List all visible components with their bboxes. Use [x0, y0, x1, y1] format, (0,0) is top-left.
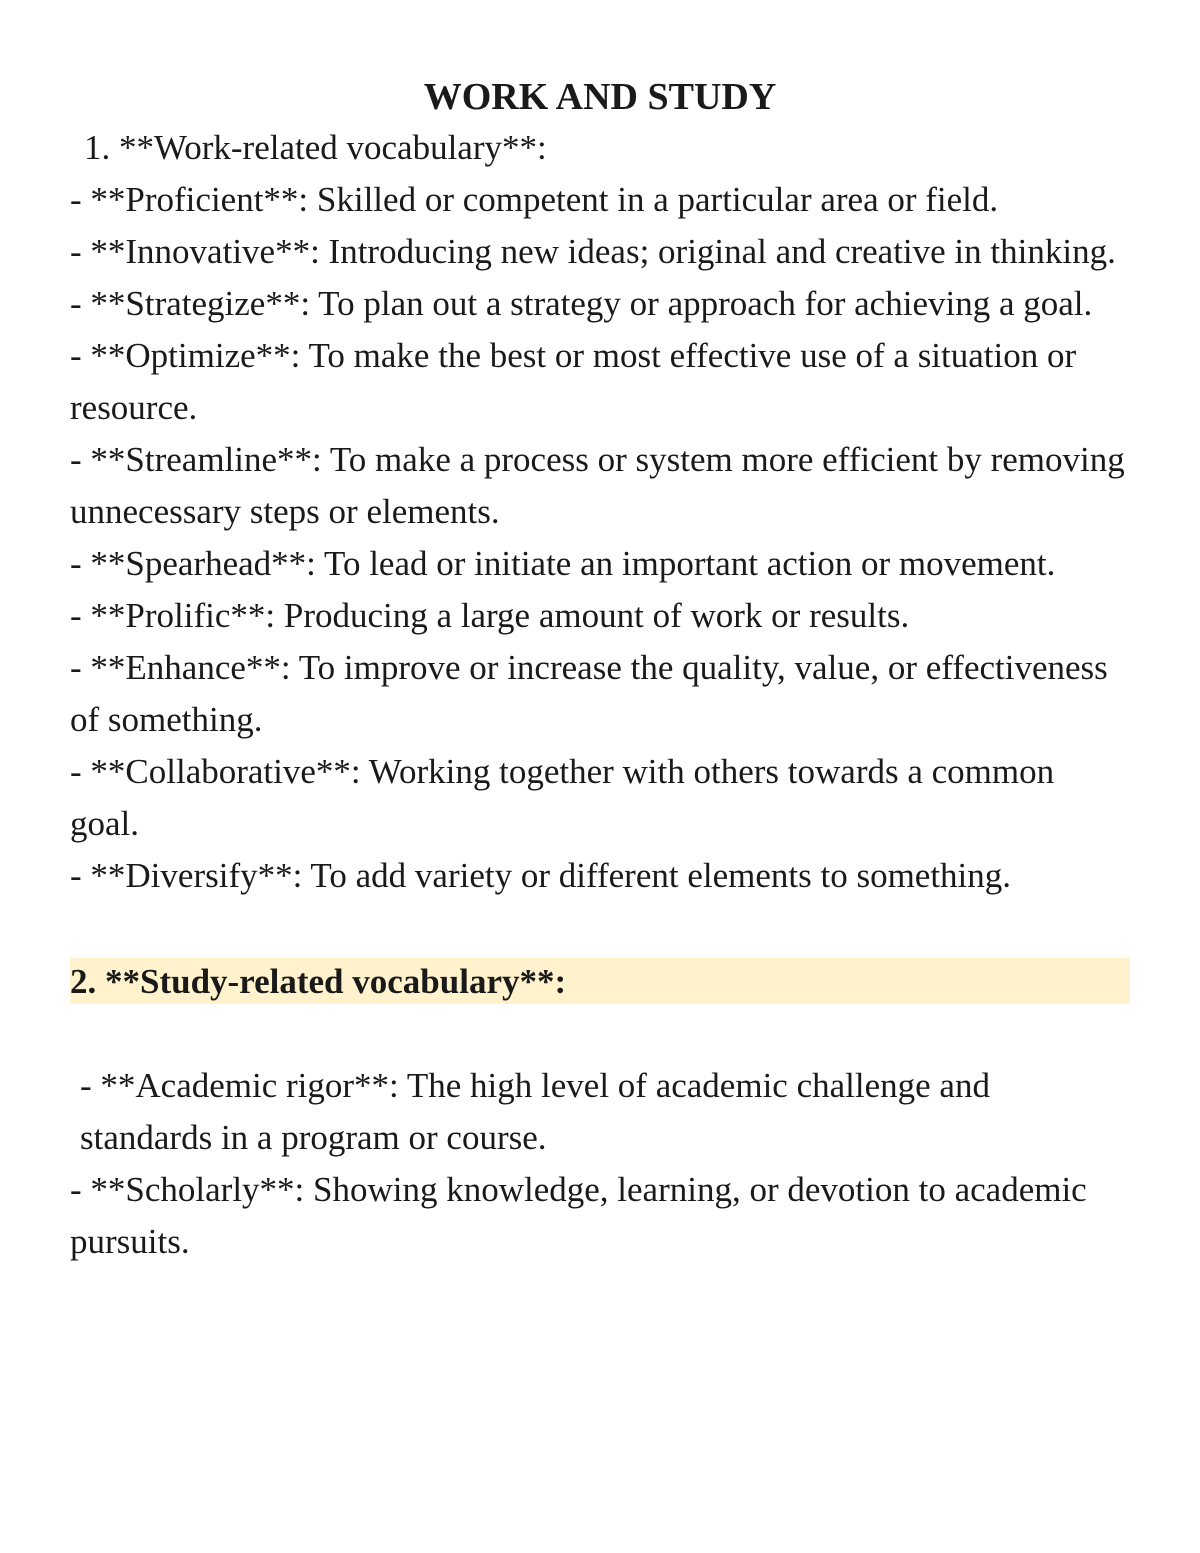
vocab-entry-collaborative: - **Collaborative**: Working together with others towards a common goal.	[70, 752, 1055, 843]
vocab-entry-scholarly: - **Scholarly**: Showing knowledge, learning, or devotion to academic pursuits.	[70, 1170, 1087, 1261]
vocab-entry-optimize: - **Optimize**: To make the best or most effective use of a situation or resource.	[70, 336, 1077, 427]
vocab-entry-proficient: - **Proficient**: Skilled or competent in a particular area or field.	[70, 180, 999, 219]
work-section-heading: 1. **Work-related vocabulary**:	[84, 128, 547, 167]
blank-line	[70, 902, 1130, 954]
vocab-entry-prolific: - **Prolific**: Producing a large amount of work or results.	[70, 596, 910, 635]
vocab-entry-spearhead: - **Spearhead**: To lead or initiate an important action or movement.	[70, 544, 1056, 583]
study-section-heading: 2. **Study-related vocabulary**:	[70, 958, 1130, 1004]
vocab-entry-enhance: - **Enhance**: To improve or increase the quality, value, or effectiveness of something.	[70, 648, 1108, 739]
document-page	[70, 72, 1130, 1268]
vocab-entry-strategize: - **Strategize**: To plan out a strategy or approach for achieving a goal.	[70, 284, 1093, 323]
vocab-entry-streamline: - **Streamline**: To make a process or system more efficient by removing unnecessary steps or elements.	[70, 440, 1125, 531]
vocab-entry-diversify: - **Diversify**: To add variety or different elements to something.	[70, 856, 1012, 895]
blank-line	[70, 1004, 1130, 1060]
document-title: WORK AND STUDY	[423, 76, 777, 118]
vocab-entry-academic-rigor: - **Academic rigor**: The high level of academic challenge and standards in a program or course.	[80, 1066, 990, 1157]
vocab-entry-innovative: - **Innovative**: Introducing new ideas; original and creative in thinking.	[70, 232, 1116, 271]
